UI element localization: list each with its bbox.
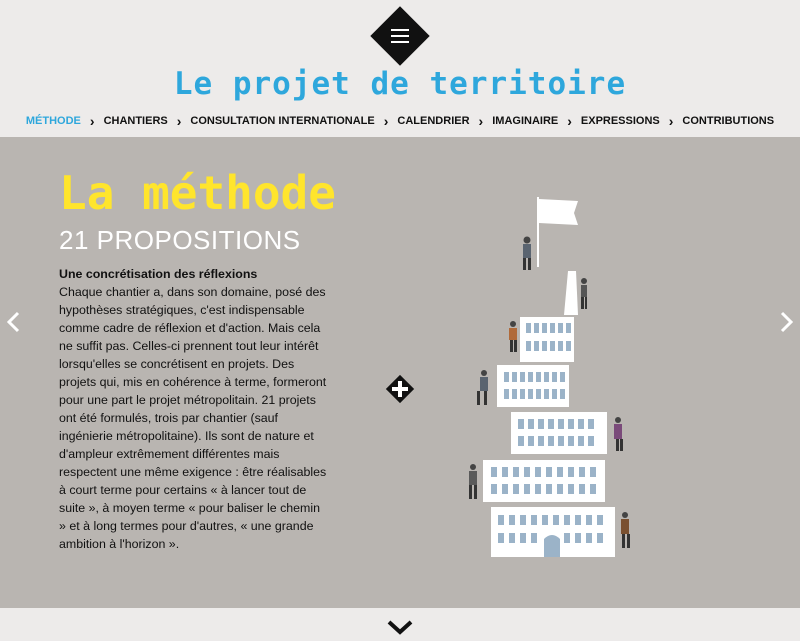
nav-item-chantiers[interactable]: CHANTIERS xyxy=(103,115,168,127)
slide-panel xyxy=(0,137,800,608)
nav-item-calendrier[interactable]: CALENDRIER xyxy=(397,115,470,127)
chevron-right-icon: › xyxy=(567,113,572,129)
chevron-right-icon: › xyxy=(478,113,484,129)
body-text xyxy=(59,265,329,553)
hamburger-icon xyxy=(391,29,409,43)
prev-slide-button[interactable] xyxy=(4,309,24,335)
header xyxy=(0,0,800,137)
tower-illustration xyxy=(460,187,650,562)
chevron-right-icon: › xyxy=(176,113,182,129)
chevron-down-icon xyxy=(386,614,414,636)
nav-item-consultation[interactable]: CONSULTATION INTERNATIONALE xyxy=(190,115,375,127)
chevron-right-icon: › xyxy=(668,113,674,129)
next-slide-button[interactable] xyxy=(776,309,796,335)
menu-button[interactable] xyxy=(371,7,429,65)
chevron-right-icon: › xyxy=(383,113,389,129)
chevron-right-icon: › xyxy=(89,113,95,129)
page-subtitle: 21 PROPOSITIONS xyxy=(59,225,301,255)
nav-item-imaginaire[interactable]: IMAGINAIRE xyxy=(492,115,559,127)
scroll-down-button[interactable] xyxy=(386,614,414,636)
body-paragraph: Chaque chantier a, dans son domaine, posé des hypothèses stratégiques, c'est indispensable comme cadre de réflexion et d'action. Mais cela ne suffit pas. Celles-ci prennent tout leur intérêt lorsqu'elles se concrétisent en projets. Des projets qui, mis en cohérence à terme, formeront pour une part le projet métropolitain. 21 projets ont été formulés, trois par chantier (sauf ingénierie métropolitaine). Ils sont de nature et d'ampleur extrêmement différentes mais respectent une même exigence : être réalisables à court terme pour certains « à lancer tout de suite », à moyen terme « pour baliser le chemin » et à long termes pour d'autres, « une grande ambition à l'horizon ». xyxy=(59,285,327,551)
page-title: La méthode xyxy=(59,166,336,220)
nav-item-methode[interactable]: MÉTHODE xyxy=(25,115,81,127)
chevron-right-icon xyxy=(776,309,796,335)
footer-bar xyxy=(0,608,800,640)
nav-item-expressions[interactable]: EXPRESSIONS xyxy=(580,115,660,127)
main-nav xyxy=(0,112,800,130)
site-title[interactable]: Le projet de territoire xyxy=(173,66,627,102)
more-button[interactable] xyxy=(385,374,415,404)
nav-item-contributions[interactable]: CONTRIBUTIONS xyxy=(682,115,775,127)
lead-heading: Une concrétisation des réflexions xyxy=(59,267,258,281)
chevron-left-icon xyxy=(4,309,24,335)
